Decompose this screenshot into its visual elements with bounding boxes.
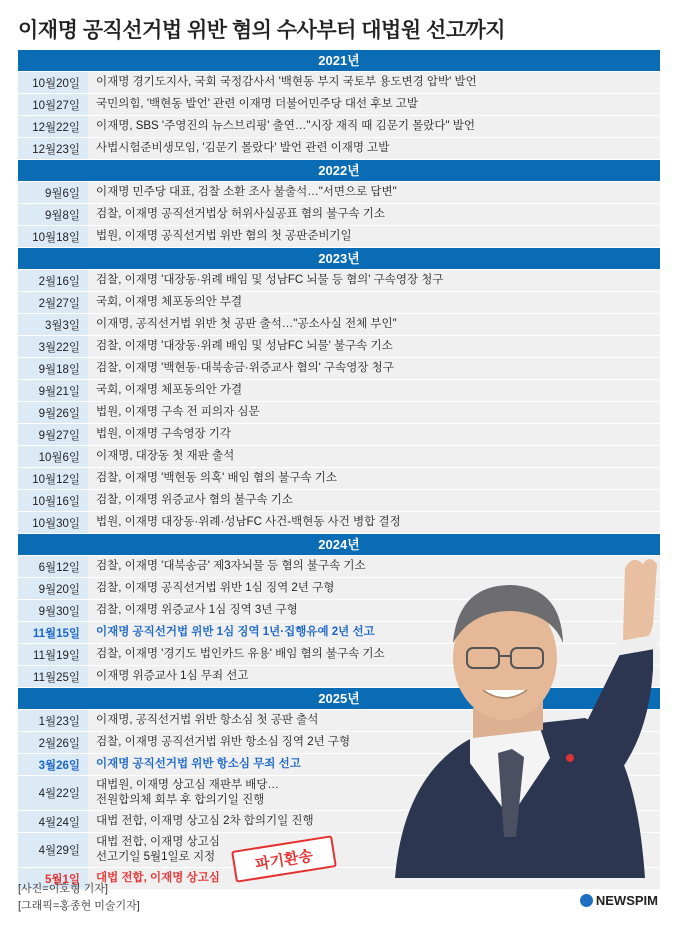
event-text: 이재명, 공직선거법 위반 첫 공판 출석…"공소사실 전체 부인": [88, 314, 660, 335]
event-date: 3월3일: [18, 314, 88, 335]
year-header: 2025년: [18, 688, 660, 709]
event-date: 10월30일: [18, 512, 88, 533]
event-date: 12월23일: [18, 138, 88, 159]
event-date: 11월15일: [18, 622, 88, 643]
page-title: 이재명 공직선거법 위반 혐의 수사부터 대법원 선고까지: [18, 19, 506, 42]
event-text: 이재명 공직선거법 위반 항소심 무죄 선고: [88, 754, 660, 775]
event-text: 이재명 공직선거법 위반 1심 징역 1년·집행유예 2년 선고: [88, 622, 660, 643]
event-text: 이재명 민주당 대표, 검찰 소환 조사 불출석…"서면으로 답변": [88, 182, 660, 203]
event-text: 검찰, 이재명 '대북송금' 제3자뇌물 등 혐의 불구속 기소: [88, 556, 660, 577]
event-date: 3월26일: [18, 754, 88, 775]
event-date: 9월18일: [18, 358, 88, 379]
year-header: 2024년: [18, 534, 660, 555]
event-date: 2월26일: [18, 732, 88, 753]
event-text: 국민의힘, '백현동 발언' 관련 이재명 더불어민주당 대선 후보 고발: [88, 94, 660, 115]
event-text: 검찰, 이재명 '경기도 법인카드 유용' 배임 혐의 불구속 기소: [88, 644, 660, 665]
event-date: 2월16일: [18, 270, 88, 291]
timeline-row: [18, 446, 660, 467]
event-text-line: 전원합의체 회부 후 합의기일 진행: [96, 794, 265, 806]
event-date: 2월27일: [18, 292, 88, 313]
timeline-row: [18, 72, 660, 93]
event-date: 4월22일: [18, 776, 88, 810]
event-date: 9월8일: [18, 204, 88, 225]
event-date: 4월29일: [18, 833, 88, 867]
event-date: 3월22일: [18, 336, 88, 357]
event-date: 1월23일: [18, 710, 88, 731]
event-text: 법원, 이재명 구속 전 피의자 심문: [88, 402, 660, 423]
timeline-row: [18, 116, 660, 137]
event-text: 대법 전합, 이재명 상고심: [88, 868, 660, 889]
event-text: 검찰, 이재명 '대장동·위례 배임 및 성남FC 뇌물' 불구속 기소: [88, 336, 660, 357]
timeline-row: [18, 138, 660, 159]
timeline-row: [18, 424, 660, 445]
event-text: 이재명 위증교사 1심 무죄 선고: [88, 666, 660, 687]
event-text: 법원, 이재명 공직선거법 위반 혐의 첫 공판준비기일: [88, 226, 660, 247]
event-text: 검찰, 이재명 '대장동·위례 배임 및 성남FC 뇌물 등 혐의' 구속영장 청구: [88, 270, 660, 291]
timeline-row: [18, 512, 660, 533]
timeline-row: [18, 402, 660, 423]
event-date: 10월18일: [18, 226, 88, 247]
event-text: 검찰, 이재명 '백현동 의혹' 배임 혐의 불구속 기소: [88, 468, 660, 489]
event-date: 9월6일: [18, 182, 88, 203]
event-text: 이재명 경기도지사, 국회 국정감사서 '백현동 부지 국토부 용도변경 압박' 발언: [88, 72, 660, 93]
event-date: 11월19일: [18, 644, 88, 665]
timeline-row: [18, 204, 660, 225]
event-text: 검찰, 이재명 공직선거법 위반 1심 징역 2년 구형: [88, 578, 660, 599]
timeline-row: [18, 468, 660, 489]
timeline-row: [18, 270, 660, 291]
event-date: 9월21일: [18, 380, 88, 401]
logo-icon: [580, 894, 593, 907]
person-photo: [355, 548, 660, 878]
timeline-row: [18, 292, 660, 313]
event-text: 검찰, 이재명 위증교사 1심 징역 3년 구형: [88, 600, 660, 621]
timeline-row: [18, 358, 660, 379]
event-text-line: 대법원, 이재명 상고심 재판부 배당…: [96, 779, 279, 791]
event-text: 법원, 이재명 구속영장 기각: [88, 424, 660, 445]
event-text: 검찰, 이재명 공직선거법상 허위사실공표 혐의 불구속 기소: [88, 204, 660, 225]
event-date: 10월6일: [18, 446, 88, 467]
event-text: 검찰, 이재명 위증교사 혐의 불구속 기소: [88, 490, 660, 511]
event-date: 10월20일: [18, 72, 88, 93]
year-header: 2023년: [18, 248, 660, 269]
event-date: 4월24일: [18, 811, 88, 832]
event-date: 9월26일: [18, 402, 88, 423]
event-date: 9월30일: [18, 600, 88, 621]
event-date: 5월1일: [18, 868, 88, 889]
event-date: 10월12일: [18, 468, 88, 489]
event-date: 9월27일: [18, 424, 88, 445]
graphic-credit: [그래픽=홍종현 미술기자]: [18, 900, 140, 912]
event-text: 국회, 이재명 체포동의안 가결: [88, 380, 660, 401]
event-text: 이재명, 공직선거법 위반 항소심 첫 공판 출석: [88, 710, 660, 731]
timeline-row: [18, 314, 660, 335]
event-date: 9월20일: [18, 578, 88, 599]
stamp-label: 파기환송: [231, 835, 337, 883]
timeline-row: [18, 182, 660, 203]
photo-credit: [사진=이호형 기자]: [18, 883, 108, 895]
timeline-row: [18, 380, 660, 401]
event-date: 11월25일: [18, 666, 88, 687]
newspim-logo: [580, 893, 658, 908]
event-text: 국회, 이재명 체포동의안 부결: [88, 292, 660, 313]
event-text: 사법시험준비생모임, '김문기 몰랐다' 발언 관련 이재명 고발: [88, 138, 660, 159]
event-text: 이재명, SBS '주영진의 뉴스브리핑' 출연…"시장 재직 때 김문기 몰랐다" 발언: [88, 116, 660, 137]
timeline-row: [18, 336, 660, 357]
event-text: 검찰, 이재명 '백현동·대북송금·위증교사 혐의' 구속영장 청구: [88, 358, 660, 379]
event-text: 검찰, 이재명 공직선거법 위반 항소심 징역 2년 구형: [88, 732, 660, 753]
event-text: 대법 전합, 이재명 상고심 2차 합의기일 진행: [88, 811, 660, 832]
timeline-row: [18, 94, 660, 115]
event-text: 이재명, 대장동 첫 재판 출석: [88, 446, 660, 467]
event-date: 12월22일: [18, 116, 88, 137]
event-text-line: 대법 전합, 이재명 상고심: [96, 836, 220, 848]
year-header: 2022년: [18, 160, 660, 181]
event-text: 법원, 이재명 대장동·위례·성남FC 사건-백현동 사건 병합 결정: [88, 512, 660, 533]
event-date: 6월12일: [18, 556, 88, 577]
timeline-row: [18, 490, 660, 511]
event-date: 10월16일: [18, 490, 88, 511]
year-header: 2021년: [18, 50, 660, 71]
event-text-line: 선고기일 5월1일로 지정: [96, 851, 216, 863]
timeline-row: [18, 226, 660, 247]
logo-text: NEWSPIM: [595, 893, 658, 908]
event-date: 10월27일: [18, 94, 88, 115]
